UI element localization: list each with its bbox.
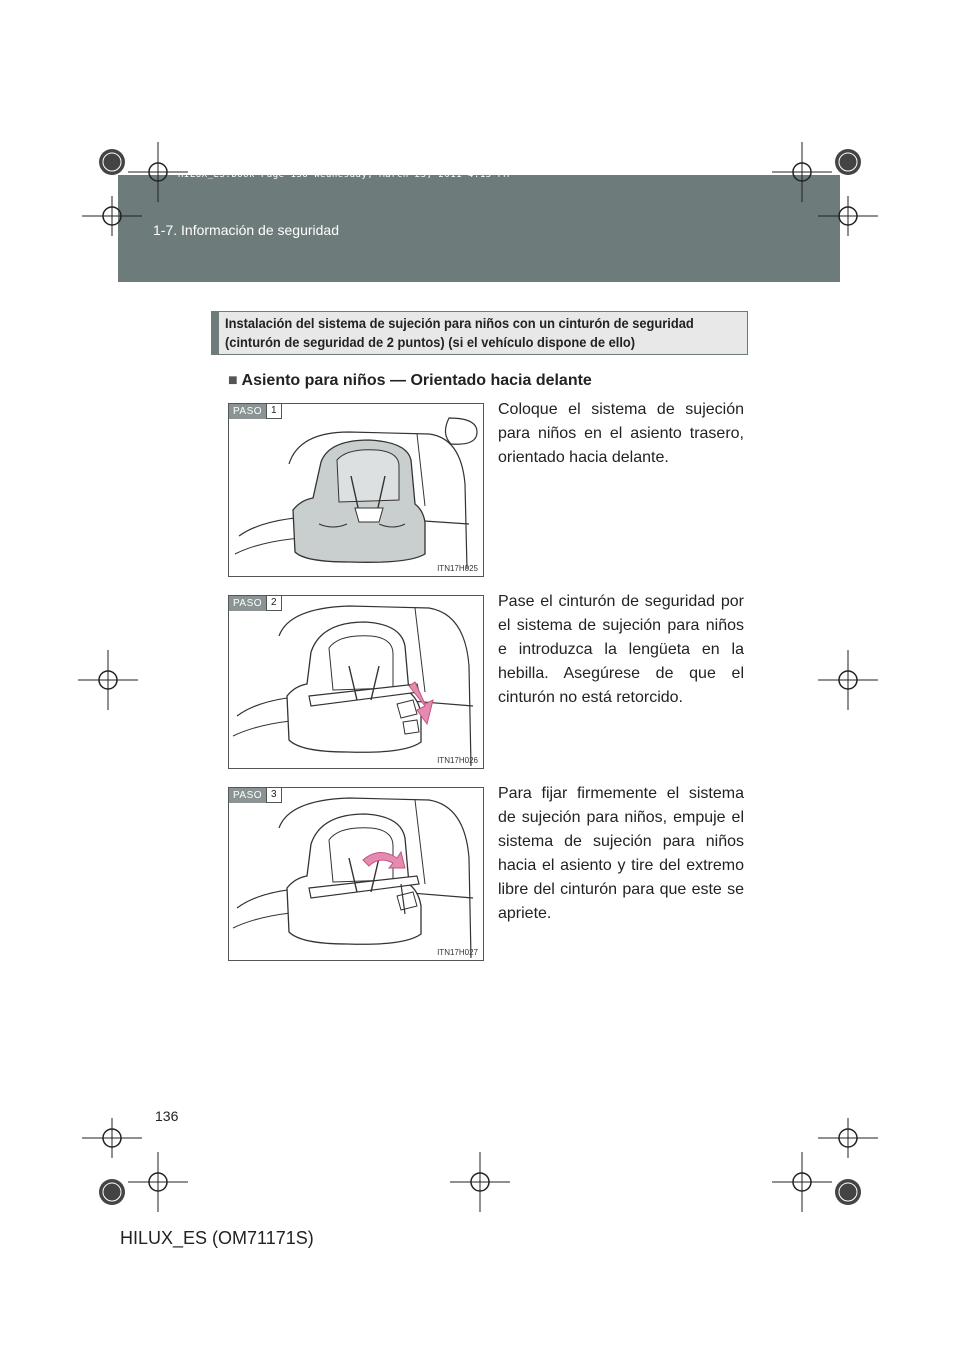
subheading (228, 372, 592, 390)
document-code: HILUX_ES (OM71171S) (120, 1228, 314, 1248)
square-bullet-icon: ■ (228, 372, 238, 389)
step-1-figure (228, 403, 484, 577)
step-1-number: 1 (266, 404, 282, 419)
registration-mark-bottom-center (450, 1152, 510, 1212)
child-seat-belt-illustration (229, 596, 485, 770)
step-2-figure-code: ITN17H026 (437, 756, 478, 765)
book-stamp: HILUX_ES.book Page 136 Wednesday, March 23, 2011 4:15 PM (178, 170, 510, 180)
child-seat-tighten-illustration (229, 788, 485, 962)
step-2-badge (229, 596, 282, 611)
section-title: 1-7. Información de seguridad (153, 222, 339, 238)
topic-line-1: Instalación del sistema de sujeción para niños con un cinturón de seguridad (225, 315, 694, 331)
step-3-label: PASO (229, 788, 266, 803)
page-number: 136 (155, 1108, 179, 1124)
step-2-number: 2 (266, 596, 282, 611)
step-1-label: PASO (229, 404, 266, 419)
step-3-text: Para fijar firmemente el sistema de sujeción para niños, empuje el sistema de sujeción para niños hacia el asiento y tire del extremo libre del cinturón para que este se apriete. (498, 785, 744, 922)
step-3-badge (229, 788, 282, 803)
topic-line-2: (cinturón de seguridad de 2 puntos) (si el vehículo dispone de ello) (225, 334, 636, 350)
step-2-text: Pase el cinturón de seguridad por el sistema de sujeción para niños e introduzca la lengüeta en la hebilla. Asegúrese de que el cinturón no está retorcido. (498, 593, 744, 706)
registration-mark-mid-right (818, 650, 878, 710)
step-3-figure (228, 787, 484, 961)
child-seat-illustration (229, 404, 485, 578)
step-1-badge (229, 404, 282, 419)
registration-mark-top-right (768, 132, 878, 242)
step-3-number: 3 (266, 788, 282, 803)
registration-mark-top-left (82, 132, 192, 242)
registration-mark-bottom-left (82, 1112, 192, 1222)
registration-mark-bottom-right (768, 1112, 878, 1222)
subheading-text: Asiento para niños — Orientado hacia delante (241, 372, 592, 389)
step-3-figure-code: ITN17H027 (437, 948, 478, 957)
registration-mark-mid-left (78, 650, 138, 710)
step-1-text: Coloque el sistema de sujeción para niños en el asiento trasero, orientado hacia delante. (498, 401, 744, 466)
step-2-figure (228, 595, 484, 769)
topic-box (211, 311, 748, 355)
step-2-label: PASO (229, 596, 266, 611)
step-1-figure-code: ITN17H025 (437, 564, 478, 573)
